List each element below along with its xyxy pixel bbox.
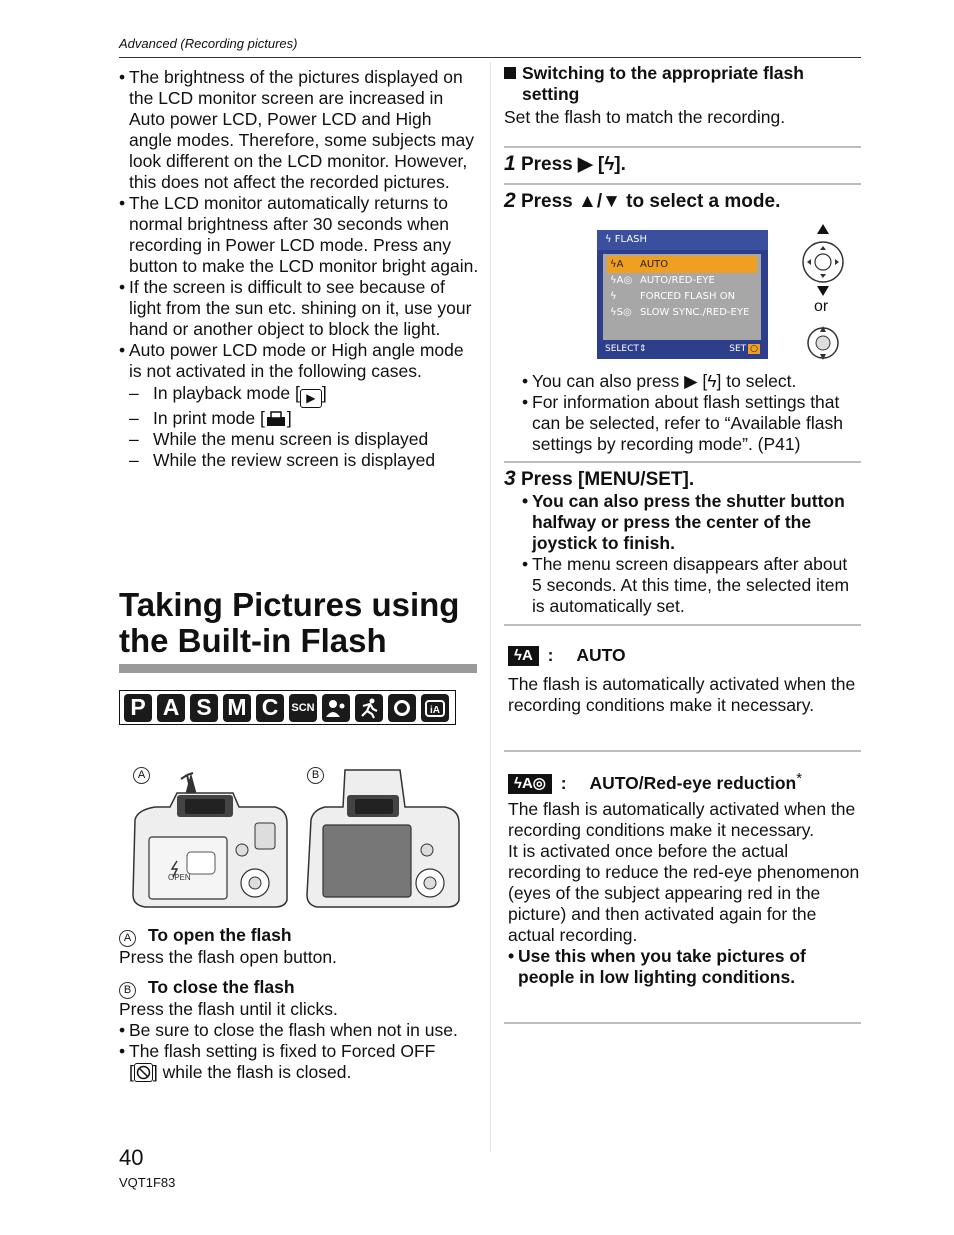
model-code: VQT1F83 (119, 1175, 176, 1190)
camera-illustrations (125, 765, 465, 910)
divider (504, 461, 861, 463)
menu-item-forced-on[interactable]: ϟ FORCED FLASH ON (610, 291, 736, 302)
menu-list (603, 254, 761, 340)
square-bullet-icon (504, 67, 516, 79)
step2-notes (522, 371, 860, 455)
mode-c-icon: C (256, 694, 284, 722)
mode-p-icon: P (124, 694, 152, 722)
close-flash-text: Press the flash until it clicks. (119, 999, 338, 1019)
divider (504, 1022, 861, 1024)
menu-item-auto-red-eye[interactable]: ϟA◎ AUTO/RED-EYE (610, 275, 715, 286)
lcd-notes (119, 67, 479, 471)
menu-footer-set: SET ○ (729, 344, 758, 354)
flash-auto-icon: ϟA (508, 646, 539, 666)
list-item: • You can also press the shutter button halfway or press the center of the joystick to finish. (522, 491, 860, 554)
intelligent-auto-icon (421, 694, 449, 722)
divider (504, 183, 861, 185)
switching-text: Set the flash to match the recording. (504, 107, 786, 127)
divider (504, 146, 861, 148)
auto-text: The flash is automatically activated when the recording conditions make it necessary. (508, 674, 856, 715)
list-item: • You can also press ▶ [ϟ] to select. (522, 371, 860, 392)
open-flash-text: Press the flash open button. (119, 947, 337, 967)
list-item: • Use this when you take pictures of people in low lighting conditions. (508, 946, 860, 988)
step-2: 2 Press ▲/▼ to select a mode. (504, 189, 781, 212)
flash-icon: ϟ (604, 154, 615, 175)
menu-footer-select: SELECT⇕ (605, 344, 647, 354)
close-flash-heading: B To close the flash (119, 977, 481, 999)
label-a-marker: A (133, 765, 150, 784)
portrait-mode-icon (322, 694, 350, 722)
baby-mode-icon (388, 694, 416, 722)
divider (504, 750, 861, 752)
list-item: • The LCD monitor automatically returns to normal brightness after 30 seconds when recording in Power LCD mode. Press any button to make the LCD monitor bright again. (119, 193, 479, 277)
label-b-marker: B (307, 765, 324, 784)
menu-item-auto[interactable]: ϟA AUTO (607, 256, 757, 273)
menu-title: ϟ FLASH (597, 230, 768, 250)
menu-item-slow-sync[interactable]: ϟS◎ SLOW SYNC./RED-EYE (610, 307, 750, 318)
page-number: 40 (119, 1145, 144, 1170)
flash-off-icon (134, 1063, 153, 1082)
list-item: • For information about flash settings that can be selected, refer to “Available flash settings by recording mode”. (P41) (522, 392, 860, 455)
list-item: • Be sure to close the flash when not in use. (119, 1020, 481, 1041)
list-item: • If the screen is difficult to see because of light from the sun etc. shining on it, use your hand or another object to block the light. (119, 277, 479, 340)
header-rule (119, 57, 861, 58)
divider (504, 624, 861, 626)
mode-scn-icon: SCN (289, 694, 317, 722)
mode-a-icon: A (157, 694, 185, 722)
switching-heading: Switching to the appropriate flash setting (504, 63, 860, 105)
case-review: – While the review screen is displayed (129, 450, 479, 471)
step-3: 3 Press [MENU/SET]. (504, 467, 695, 490)
recording-modes-bar (119, 690, 456, 725)
auto-heading: ϟA : AUTO (508, 645, 626, 666)
case-menu: – While the menu screen is displayed (129, 429, 479, 450)
playback-icon: ▶ (300, 389, 322, 408)
title-rule (119, 664, 477, 673)
section-header: Advanced (Recording pictures) (119, 36, 298, 51)
flash-open-close (119, 925, 481, 1083)
flash-icon: ϟ (707, 371, 717, 391)
joystick-icons (800, 222, 846, 362)
red-eye-heading: ϟA◎ : AUTO/Red-eye reduction* (508, 770, 802, 794)
list-item: • Auto power LCD mode or High angle mode is not activated in the following cases. (119, 340, 479, 382)
switching-section (504, 63, 860, 128)
list-item: • The menu screen disappears after about 5 seconds. At this time, the selected item is automatically set. (522, 554, 860, 617)
flash-menu-screen (597, 230, 768, 359)
list-item: • The brightness of the pictures displayed on the LCD monitor screen are increased in Auto power LCD, Power LCD and High angle modes. Therefore, some subjects may look different on the LCD monitor. However, this does not affect the recorded pictures. (119, 67, 479, 193)
step-1: 1 Press ▶ [ϟ]. (504, 152, 626, 175)
step3-notes (522, 491, 860, 617)
column-divider (490, 62, 491, 1152)
camera-open-label: OPEN (168, 873, 191, 882)
page-title: Taking Pictures using the Built-in Flash (119, 586, 460, 659)
case-playback: – In playback mode [ ▶ ] (129, 383, 479, 408)
or-label: or (814, 298, 829, 315)
open-flash-heading: A To open the flash (119, 925, 481, 947)
sports-mode-icon (355, 694, 383, 722)
flash-red-eye-icon: ϟA◎ (508, 774, 552, 794)
svg-text:iA: iA (430, 704, 440, 716)
print-icon (265, 410, 287, 427)
list-item: • The flash setting is fixed to Forced OFF [ ] while the flash is closed. (119, 1041, 481, 1083)
red-eye-text: The flash is automatically activated when the recording conditions make it necessary. It is activated once before the actual recording to reduce the red-eye phenomenon (eyes of the subject appearing red in the picture) and then activated again for the actual recording. • Use this when you take pictures of people in low lighting conditions. (508, 799, 860, 988)
case-print: – In print mode [ ] (129, 408, 479, 429)
mode-m-icon: M (223, 694, 251, 722)
mode-s-icon: S (190, 694, 218, 722)
down-arrow-icon (817, 286, 829, 296)
up-arrow-icon (817, 224, 829, 234)
